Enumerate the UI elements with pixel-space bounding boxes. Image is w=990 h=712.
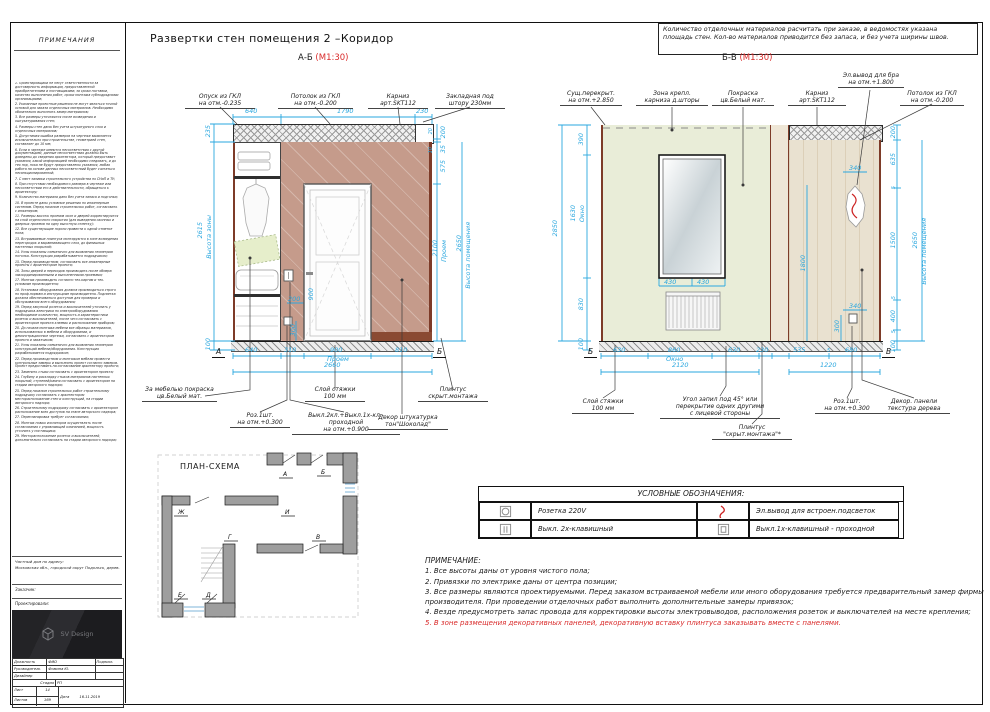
elev-ab-scale: (М1:30) bbox=[315, 53, 349, 63]
callout: Зона крепл. карниза д.шторы bbox=[636, 90, 708, 106]
dim-label: 1790 bbox=[337, 107, 354, 115]
dim-label: Окно bbox=[578, 205, 586, 223]
svg-text:Г: Г bbox=[228, 534, 232, 541]
plan-drawing bbox=[155, 452, 370, 624]
sidebar-note: 13. Встраиваемые плинтуса монтируются в зоне возведения перегородок и выравнивающего слоя, до финишных настенных покрытий; bbox=[15, 236, 119, 249]
dim-label: 635 bbox=[889, 153, 897, 166]
sidebar-note: 1. Проектировщики не несут ответственности за достоверность информации, предоставленной приобретателями и поставщиками; за сроки поставки, качество выполнения работ, сроки монтажа субподрядными организациями; bbox=[15, 82, 119, 101]
sidebar-note: 21. Узлы показаны схематично для выявления геометрии конструкций мебели/оборудования. Конструкция разрабатывается подрядчиком; bbox=[15, 343, 113, 356]
sidebar-note: 2. Указанные проектные решения не могут являться точной основой для заказа отделочных материалов. Необходимо обязательно выполнять замер материалов; bbox=[15, 102, 118, 114]
callout: За мебелью покраска цв.Белый мат. bbox=[142, 386, 217, 402]
sidebar-notes bbox=[15, 82, 119, 552]
dim-label: 235 bbox=[204, 125, 212, 138]
switch-2key-icon bbox=[499, 523, 512, 536]
svg-text:Д: Д bbox=[206, 592, 211, 599]
dim-label: 2650 bbox=[455, 235, 463, 252]
legend-label: Розетка 220V bbox=[538, 507, 587, 515]
dim-label: 5 bbox=[827, 348, 831, 354]
legend-icon-cell bbox=[697, 520, 749, 538]
note-item: 5. В зоне размещения декоративных панелей, декоративную вставку плинтуса заказывать вместе с панелями. bbox=[425, 618, 841, 627]
bv-linework bbox=[530, 90, 950, 440]
sidebar-note: 28. Монтаж новых изоляторов осуществлять после согласования с управляющей компанией, мощность уточнить у поставщика; bbox=[15, 420, 104, 433]
svg-text:А: А bbox=[283, 471, 288, 478]
dim-label: 200 bbox=[439, 126, 447, 139]
dim-label: 2650 bbox=[911, 232, 919, 249]
legend-label-cell bbox=[531, 520, 697, 538]
dim-label: 430 bbox=[664, 278, 677, 286]
elev-bv-scale: (М1:30) bbox=[739, 53, 773, 63]
sidebar-note: 22. Перед производством и монтажом мебели провести контрольные замеры и выполнить проект согласно замеров. Проект предоставить на согласование архитектору проекта; bbox=[15, 356, 119, 369]
dim-label: 5 bbox=[891, 330, 897, 334]
notes-block bbox=[425, 556, 987, 629]
dim-label: 340 bbox=[849, 302, 862, 310]
notes-list bbox=[425, 567, 987, 628]
legend-label: Эл.вывод для встроен.подсветок bbox=[756, 507, 876, 515]
dim-label: Окно bbox=[666, 355, 684, 363]
svg-text:В: В bbox=[316, 534, 321, 541]
callout: Декор штукатурка тон"Шоколад" bbox=[368, 414, 448, 430]
elev-ab-name: А-Б bbox=[298, 53, 313, 63]
callout: Покраска цв.Белый мат. bbox=[712, 90, 774, 106]
sidebar-note: 8. При отсутствии необходимого размера в чертеже или несоответствии его в действительности, обращаться к архитектору; bbox=[15, 182, 112, 194]
sidebar-note: 10. В проекте даны условные решения по инженерным системам. Перед началом строительных работ, согласовать с инженером; bbox=[15, 200, 118, 213]
dim-label: 10 bbox=[428, 147, 434, 154]
closet-art bbox=[234, 152, 280, 326]
page-title: Развертки стен помещения 2 –Коридор bbox=[150, 32, 394, 45]
dim-label: 100 bbox=[577, 338, 585, 351]
sidebar-title: ПРИМЕЧАНИЯ bbox=[38, 36, 96, 44]
dim-label: 810 bbox=[395, 346, 408, 354]
legend-label: Выкл.1х-клавишный - проходной bbox=[756, 525, 875, 533]
dim-label: 5 bbox=[891, 186, 897, 190]
svg-text:Ж: Ж bbox=[178, 509, 185, 516]
sconce-art bbox=[846, 186, 865, 227]
tb-stage: РП bbox=[57, 681, 62, 685]
dim-label: 1500 bbox=[889, 232, 897, 249]
sidebar-note: 18. Установка оборудования должна производиться строго по проф.нормам и инструкциям производителя. Подсветка должна обеспечиваться доступом для проверки и обслуживания всего оборудования; bbox=[15, 287, 116, 304]
tb-r2c2 bbox=[47, 673, 95, 679]
led-output-icon bbox=[716, 504, 730, 518]
dim-label: 430 bbox=[697, 278, 710, 286]
callout: Эл.вывод для бра на отм.+1.800 bbox=[838, 72, 904, 88]
top-note-line2: площадь стен. Кол-во материалов приводится без запаса, и без учета ширины швов. bbox=[663, 34, 949, 41]
tb-sheet-label: Лист bbox=[13, 687, 37, 696]
tb-r1c1: Руководитель bbox=[13, 666, 47, 672]
dim-label: 535 bbox=[793, 346, 806, 354]
dim-label: 830 bbox=[577, 298, 585, 311]
note-item: 3. Все размеры являются проектируемыми. Перед заказом встраиваемой мебели или иного оборудования требуется предварительный замер фирмы производителя. При проведении отделочных работ выполнить дополнительные замеры привязок; bbox=[425, 588, 984, 606]
callout: Закладная под штору 230мм bbox=[435, 93, 505, 109]
legend-label-cell bbox=[531, 502, 697, 520]
dim-label: 200 bbox=[889, 126, 897, 139]
dim-label: 390 bbox=[577, 133, 585, 146]
svg-text:И: И bbox=[285, 509, 290, 516]
divider bbox=[14, 50, 120, 51]
dim-label: 300 bbox=[833, 320, 841, 333]
svg-text:Б: Б bbox=[321, 469, 326, 476]
legend-icon-cell bbox=[697, 502, 749, 520]
sidebar-note: 20. До начала монтажа мебели все образцы материалов, использованных в мебели и оборудовании, и демонстрационные чертежи, согласовать с архитектором проекта и заказчиком; bbox=[15, 326, 114, 342]
window-art bbox=[659, 155, 725, 278]
dim-label: 1800 bbox=[799, 255, 807, 272]
top-note-box bbox=[658, 23, 978, 55]
dim-label: 630 bbox=[728, 346, 741, 354]
sidebar-note: 15. Перед производством, согласовать все инженерные проекты с архитектором проекта; bbox=[15, 259, 111, 268]
socket-symbol bbox=[849, 314, 857, 323]
callout: Роз.1шт. на отм.+0.300 bbox=[230, 412, 290, 428]
sidebar-note: 6. Если в чертеже имеются несоответствия с другой документацией, данные несоответствия должны быть доведены до сведения архитектора, который предоставит указания, какой информацией необходимо следовать, и до тех пор, пока не будут предоставлены указания, любая работа на основе данных несоответствий будет считаться несанкционированной; bbox=[15, 147, 117, 175]
note-item: 4. Везде предусмотреть запас провода для корректировки высоты электровыводов, расположения розеток и выключателей на месте крепления; bbox=[425, 608, 971, 616]
tb-sheets: 169 bbox=[44, 698, 51, 702]
tb-h2: ФИО bbox=[47, 659, 95, 665]
door-art bbox=[304, 184, 371, 341]
tb-stage-label: Стадия bbox=[13, 680, 56, 686]
elev-bv-name: Б-В bbox=[722, 53, 737, 63]
sidebar-note: 17. Монтаж производить согласно тех.картам и тех. условиям производителя; bbox=[15, 278, 105, 287]
axis-marker: В bbox=[882, 347, 895, 358]
dim-label: 400 bbox=[889, 310, 897, 323]
sidebar-note: 29. Месторасположение розеток и выключателей, дополнительно согласовать на стадии авторского надзора; bbox=[15, 434, 117, 443]
dim-label: 100 bbox=[204, 338, 212, 351]
dim-label: 230 bbox=[756, 346, 769, 354]
top-note-line1: Количество отделочных материалов расчитать при заказе, в ведомостях указана bbox=[663, 26, 938, 33]
plan-title: ПЛАН-СХЕМА bbox=[180, 462, 240, 471]
sidebar-note: 25. Перед началом строительных работ строительному подрядчику согласовать с архитектором месторасположение стен и конструкций, на стадии авторского надзора; bbox=[15, 388, 110, 405]
sidebar-note: 11. Размеры высоты проемов окон и дверей корректируются на слой отделочного покрытия (для выведения оконных и дверных проемов на одну высотную отметку); bbox=[15, 214, 119, 226]
dim-label: 630 bbox=[613, 346, 626, 354]
legend-label-cell bbox=[749, 502, 899, 520]
designers-label: Проектировали: bbox=[15, 601, 50, 606]
tb-h1: Должность bbox=[13, 659, 47, 665]
sidebar-note: 12. Все существующие пороги привести к одной отметке пола; bbox=[15, 227, 113, 236]
dim-label: 1630 bbox=[569, 205, 577, 222]
legend-icon-cell bbox=[479, 502, 531, 520]
sidebar-note: 23. Заменить стыки согласовать с архитектором проекта; bbox=[15, 369, 114, 374]
callout: Карниз арт.SKT112 bbox=[788, 90, 846, 106]
sidebar-note: 5. Допустимая ошибка размеров на чертеже выявляется исключительно при строительстве, геометрией стен, составляет до 10 мм; bbox=[15, 134, 112, 147]
note-item: 1. Все высоты даны от уровня чистого пола; bbox=[425, 567, 590, 575]
divider bbox=[12, 584, 122, 585]
dim-label: 340 bbox=[849, 164, 862, 172]
switch-1key-icon bbox=[717, 523, 730, 536]
tb-r1c2: Фомина Ю. bbox=[47, 666, 95, 672]
callout: Декор. панели текстура дерева bbox=[878, 398, 950, 414]
sidebar-note: 7. С мест заливки строительного устройства по СНиП и ТУ; bbox=[15, 176, 116, 181]
dim-label: 300 bbox=[289, 324, 297, 337]
divider bbox=[12, 598, 122, 599]
note-item: 2. Привязки по электрике даны от центра позиции; bbox=[425, 577, 618, 586]
notes-title: ПРИМЕЧАНИЕ: bbox=[425, 556, 481, 565]
callout: Плинтус "скрыт.монтажа"* bbox=[712, 424, 792, 440]
axis-marker: А bbox=[212, 347, 225, 358]
elev-ab-label bbox=[298, 53, 348, 63]
logo-cube-icon bbox=[40, 626, 56, 642]
callout: Опуск из ГКЛ на отм.-0.235 bbox=[185, 93, 255, 109]
elev-bv-label bbox=[722, 53, 773, 63]
dim-label: 20 bbox=[428, 128, 434, 135]
callout: Слой стяжки 100 мм bbox=[305, 386, 365, 402]
tb-sheets-label: Листов bbox=[13, 697, 37, 706]
legend-icon-cell bbox=[479, 520, 531, 538]
dim-label: 575 bbox=[439, 160, 447, 173]
dim-label: 900 bbox=[330, 346, 343, 354]
dim-label: 2120 bbox=[672, 361, 689, 369]
logo-text: SV Design bbox=[60, 630, 94, 638]
tb-sheet: 14 bbox=[45, 688, 50, 692]
dim-label: 100 bbox=[889, 340, 897, 353]
dim-label: Высота зоны bbox=[205, 215, 213, 259]
svg-text:Е: Е bbox=[178, 592, 182, 599]
dim-label: 2615 bbox=[196, 222, 204, 239]
tb-r1c3 bbox=[96, 666, 124, 672]
sidebar-note: 24. Глубину и раскладку стыков материалов настенных покрытий, ступеней/камня согласовать с архитектором на стадии авторского надзора; bbox=[15, 375, 115, 388]
dim-label: 640 bbox=[245, 107, 258, 115]
sidebar bbox=[12, 24, 124, 701]
dim-label: 640 bbox=[245, 346, 258, 354]
divider bbox=[12, 556, 122, 557]
legend bbox=[478, 486, 904, 539]
dim-label: 230 bbox=[416, 107, 429, 115]
tb-h3: Подпись bbox=[96, 660, 113, 664]
callout: Потолок из ГКЛ на отм.-0.200 bbox=[900, 90, 964, 106]
radiator-art bbox=[666, 292, 720, 330]
legend-label: Выкл. 2х-клавишный bbox=[538, 525, 614, 533]
dim-label: 35 bbox=[439, 145, 447, 154]
callout: Потолок из ГКЛ на отм.-0.200 bbox=[278, 93, 353, 109]
dim-label: 2850 bbox=[551, 220, 559, 237]
tb-r2c3 bbox=[96, 673, 124, 679]
callout: Сущ.перекрыт. на отм.+2.850 bbox=[560, 90, 622, 106]
dim-label: Высота помещения bbox=[920, 218, 928, 285]
dim-label: 900 bbox=[307, 288, 315, 301]
socket-icon bbox=[499, 505, 512, 518]
sidebar-note: 14. Узлы показаны схематично для выявления геометрии потолка. Конструкция разрабатывается подрядчиком; bbox=[15, 250, 113, 259]
dim-label: 860 bbox=[668, 346, 681, 354]
sidebar-note: 4. Размеры стен даны без учета штукатурного слоя и отделочных материалов; bbox=[15, 124, 106, 133]
callout: Карниз арт.SKT112 bbox=[368, 93, 428, 109]
sidebar-note: 16. Зоны дверей и переходов производить после обмера закоординированными и выполненными проемами; bbox=[15, 268, 112, 277]
callout: Выкл.2кл.+Выкл.1х-кл.-проходной на отм.+0.900 bbox=[292, 412, 400, 435]
dim-label: 1220 bbox=[820, 361, 837, 369]
axis-marker: Б bbox=[433, 347, 446, 358]
tb-date: 16.11.2019 bbox=[79, 695, 100, 699]
dim-label: 310 bbox=[284, 346, 297, 354]
callout: Плинтус скрыт.монтажа bbox=[418, 386, 488, 402]
callout: Слой стяжки 100 мм bbox=[572, 398, 634, 414]
tb-r2c1: Дизайнер bbox=[13, 673, 47, 679]
address-value: Московская обл., городской округ Подольск, дерев. bbox=[15, 565, 120, 570]
sidebar-note: 3. Все размеры уточняются после возведения и оштукатуривания стен; bbox=[15, 115, 96, 124]
customer-label: Заказчик: bbox=[15, 587, 36, 592]
axis-marker: Б bbox=[584, 347, 597, 358]
address-label: Частный дом по адресу: bbox=[15, 559, 64, 564]
callout: Роз.1шт. на отм.+0.300 bbox=[815, 398, 879, 414]
dim-label: 5 bbox=[891, 296, 897, 300]
callout: Угол запил под 45° или перекрытие одних другими с лицевой стороны bbox=[660, 396, 780, 419]
dim-label: 200 bbox=[288, 295, 301, 303]
titleblock bbox=[12, 658, 124, 708]
sidebar-note: 27. Перепланировка требует согласования; bbox=[15, 415, 89, 420]
tb-date-label: Дата bbox=[60, 695, 70, 699]
dim-label: 2100 bbox=[431, 240, 439, 257]
sidebar-separator bbox=[125, 22, 126, 703]
dim-label: 2660 bbox=[324, 361, 341, 369]
dim-label: 680 bbox=[845, 346, 858, 354]
legend-title: УСЛОВНЫЕ ОБОЗНАЧЕНИЯ: bbox=[479, 487, 903, 502]
sidebar-note: 19. Перед закупкой розеток и выключателей уточнить у подрядчика-электрика по электрооборудованию необходимое количество, мощность и характеристики розеток и выключателей, после чего согласовать с архитектором проекта клеммы и расположение приборов; bbox=[15, 305, 115, 325]
logo-block bbox=[12, 610, 122, 658]
dim-label: Высота помещения bbox=[464, 222, 472, 289]
dim-label: Проем bbox=[440, 240, 448, 262]
legend-label-cell bbox=[749, 520, 899, 538]
dim-label: Проем bbox=[327, 355, 349, 363]
sidebar-note: 26. Строительному подрядчику согласовать с архитектором расположение всех доступов на этапе авторского надзора; bbox=[15, 406, 118, 414]
sidebar-note: 9. Количество материала дано без учета запаса и подгонки; bbox=[15, 195, 118, 200]
